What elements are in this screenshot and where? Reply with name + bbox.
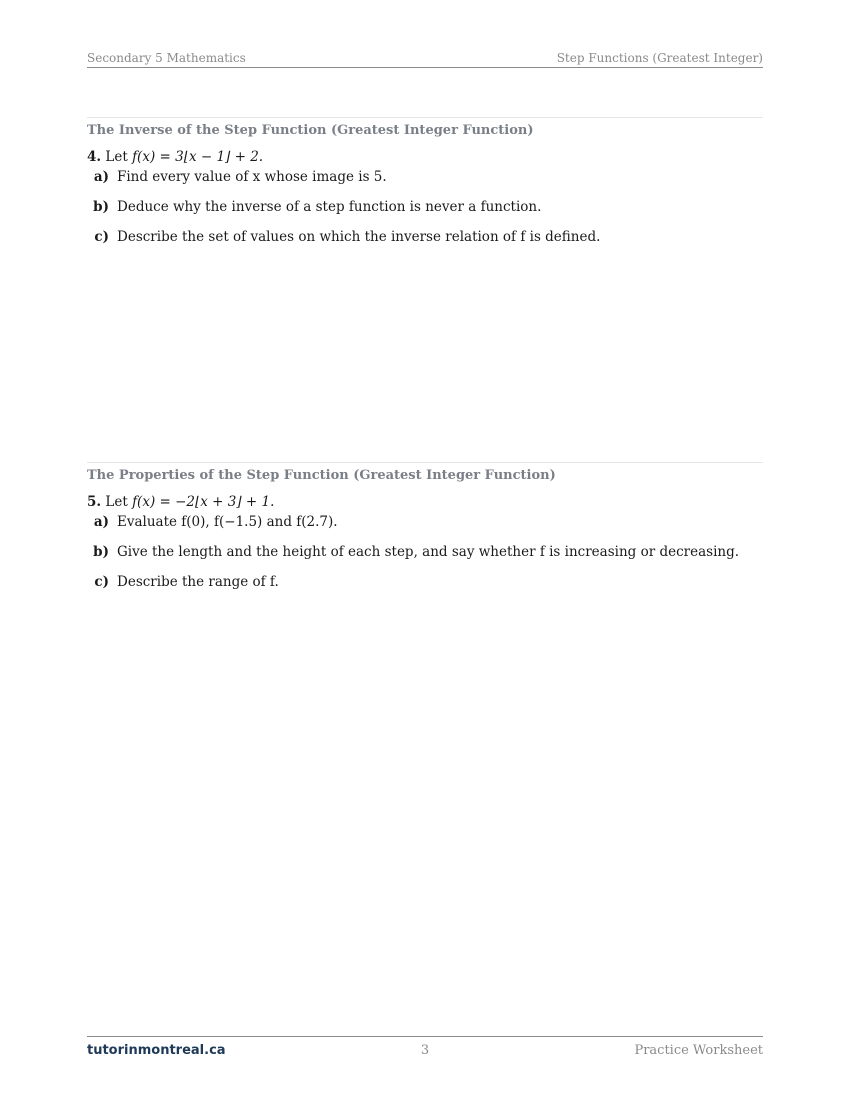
problem-number: 4. bbox=[87, 149, 102, 165]
section-inverse bbox=[87, 117, 763, 259]
section-title: The Properties of the Step Function (Greatest Integer Function) bbox=[87, 468, 556, 483]
problem-part bbox=[87, 199, 763, 229]
part-text: Give the length and the height of each step, and say whether f is increasing or decreasing. bbox=[117, 544, 740, 560]
problem-function: f(x) = −2⌊x + 3⌋ + 1. bbox=[132, 494, 275, 510]
section-divider bbox=[87, 117, 763, 118]
part-label: b) bbox=[93, 199, 109, 215]
problem-prefix: Let bbox=[105, 149, 133, 165]
page-footer bbox=[87, 1036, 763, 1061]
problem-number: 5. bbox=[87, 494, 102, 510]
problem-part bbox=[87, 229, 763, 259]
problem-statement bbox=[87, 494, 763, 510]
problem-prefix: Let bbox=[105, 494, 133, 510]
header-topic: Step Functions (Greatest Integer) bbox=[556, 51, 763, 65]
problem-statement bbox=[87, 149, 763, 165]
problem-part bbox=[87, 169, 763, 199]
problem-parts bbox=[87, 514, 763, 604]
section-divider bbox=[87, 462, 763, 463]
part-text: Evaluate f(0), f(−1.5) and f(2.7). bbox=[117, 514, 338, 530]
problem-part bbox=[87, 514, 763, 544]
problem-function: f(x) = 3⌊x − 1⌋ + 2. bbox=[132, 149, 264, 165]
problem-part bbox=[87, 544, 763, 574]
footer-site-link[interactable]: tutorinmontreal.ca bbox=[87, 1043, 226, 1058]
footer-label: Practice Worksheet bbox=[634, 1043, 763, 1058]
section-title: The Inverse of the Step Function (Greatest Integer Function) bbox=[87, 123, 534, 138]
problem-part bbox=[87, 574, 763, 604]
page-header bbox=[87, 51, 763, 68]
problem-parts bbox=[87, 169, 763, 259]
section-properties bbox=[87, 462, 763, 604]
page-number: 3 bbox=[420, 1043, 430, 1058]
part-label: b) bbox=[93, 544, 109, 560]
part-text: Describe the set of values on which the inverse relation of f is defined. bbox=[117, 229, 601, 245]
part-text: Describe the range of f. bbox=[117, 574, 279, 590]
part-label: a) bbox=[93, 169, 109, 185]
part-text: Deduce why the inverse of a step function is never a function. bbox=[117, 199, 542, 215]
header-course: Secondary 5 Mathematics bbox=[87, 51, 246, 65]
part-text: Find every value of x whose image is 5. bbox=[117, 169, 387, 185]
part-label: a) bbox=[93, 514, 109, 530]
part-label: c) bbox=[94, 229, 109, 245]
part-label: c) bbox=[94, 574, 109, 590]
